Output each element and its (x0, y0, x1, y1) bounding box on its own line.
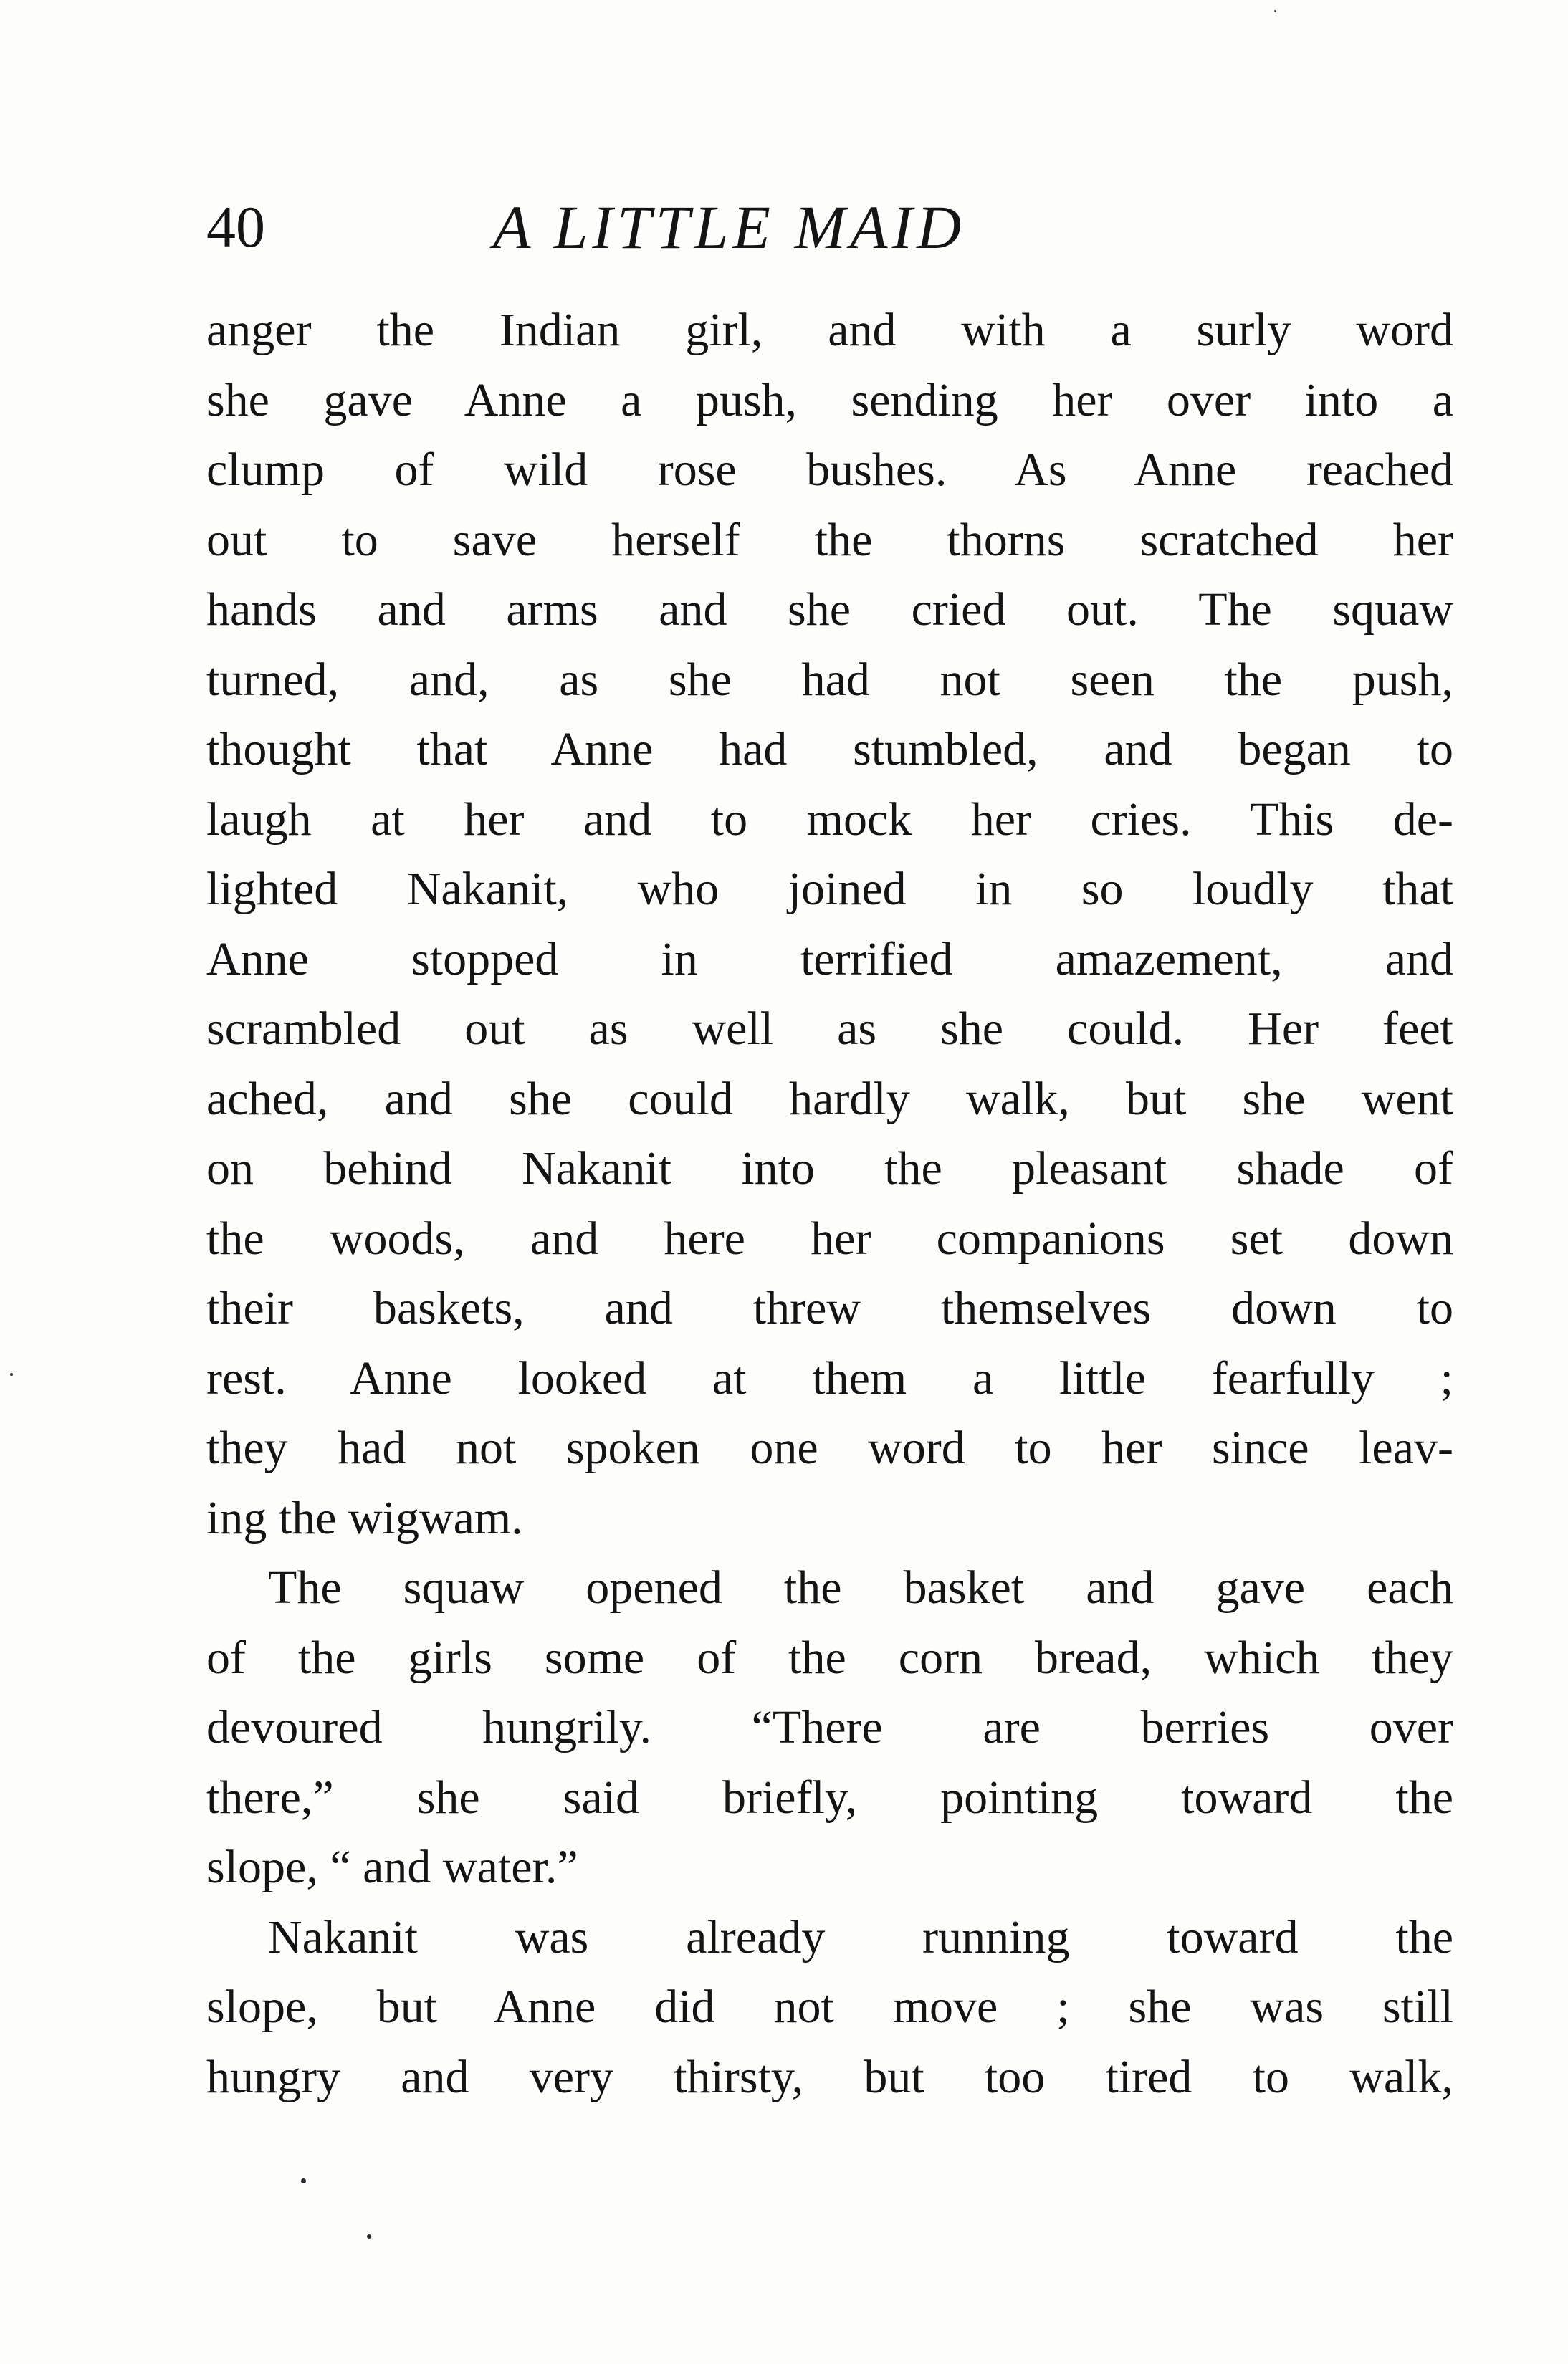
text-line: clump of wild rose bushes. As Anne reached (206, 444, 1453, 496)
print-speck (367, 2234, 371, 2239)
text-line: hands and arms and she cried out. The squaw (206, 583, 1453, 636)
text-line: the woods, and here her companions set down (206, 1212, 1453, 1265)
print-speck (1274, 10, 1276, 12)
text-line: there,” she said briefly, pointing toward the (206, 1771, 1453, 1824)
text-line: their baskets, and threw themselves down to (206, 1282, 1453, 1334)
page-number: 40 (206, 194, 265, 259)
text-line: anger the Indian girl, and with a surly word (206, 304, 1453, 356)
text-line: thought that Anne had stumbled, and began to (206, 723, 1453, 775)
text-line: ached, and she could hardly walk, but she went (206, 1072, 1453, 1125)
text-line: laugh at her and to mock her cries. This de- (206, 793, 1453, 846)
text-line: hungry and very thirsty, but too tired to walk, (206, 2050, 1453, 2103)
text-line: Anne stopped in terrified amazement, and (206, 932, 1453, 985)
paragraph-end-line: ing the wigwam. (206, 1491, 523, 1544)
text-line: on behind Nakanit into the pleasant shade of (206, 1142, 1453, 1195)
running-title: A LITTLE MAID (493, 193, 966, 262)
paragraph-start-line: Nakanit was already running toward the (268, 1910, 1453, 1963)
text-line: they had not spoken one word to her since leav- (206, 1422, 1453, 1474)
print-speck (10, 1373, 13, 1376)
page-header (206, 188, 1453, 267)
text-line: devoured hungrily. “There are berries over (206, 1701, 1453, 1753)
paragraph-end-line: slope, “ and water.” (206, 1841, 578, 1893)
text-line: out to save herself the thorns scratched her (206, 513, 1453, 566)
text-line: rest. Anne looked at them a little fearfully ; (206, 1351, 1453, 1404)
text-line: lighted Nakanit, who joined in so loudly that (206, 863, 1453, 915)
text-line: scrambled out as well as she could. Her feet (206, 1002, 1453, 1055)
text-line: of the girls some of the corn bread, which they (206, 1631, 1453, 1684)
text-line: she gave Anne a push, sending her over into a (206, 373, 1453, 426)
print-speck (301, 2178, 306, 2183)
text-line: slope, but Anne did not move ; she was still (206, 1981, 1453, 2033)
text-line: turned, and, as she had not seen the push, (206, 653, 1453, 706)
paragraph-start-line: The squaw opened the basket and gave each (268, 1561, 1453, 1614)
body-text (206, 295, 1453, 2112)
